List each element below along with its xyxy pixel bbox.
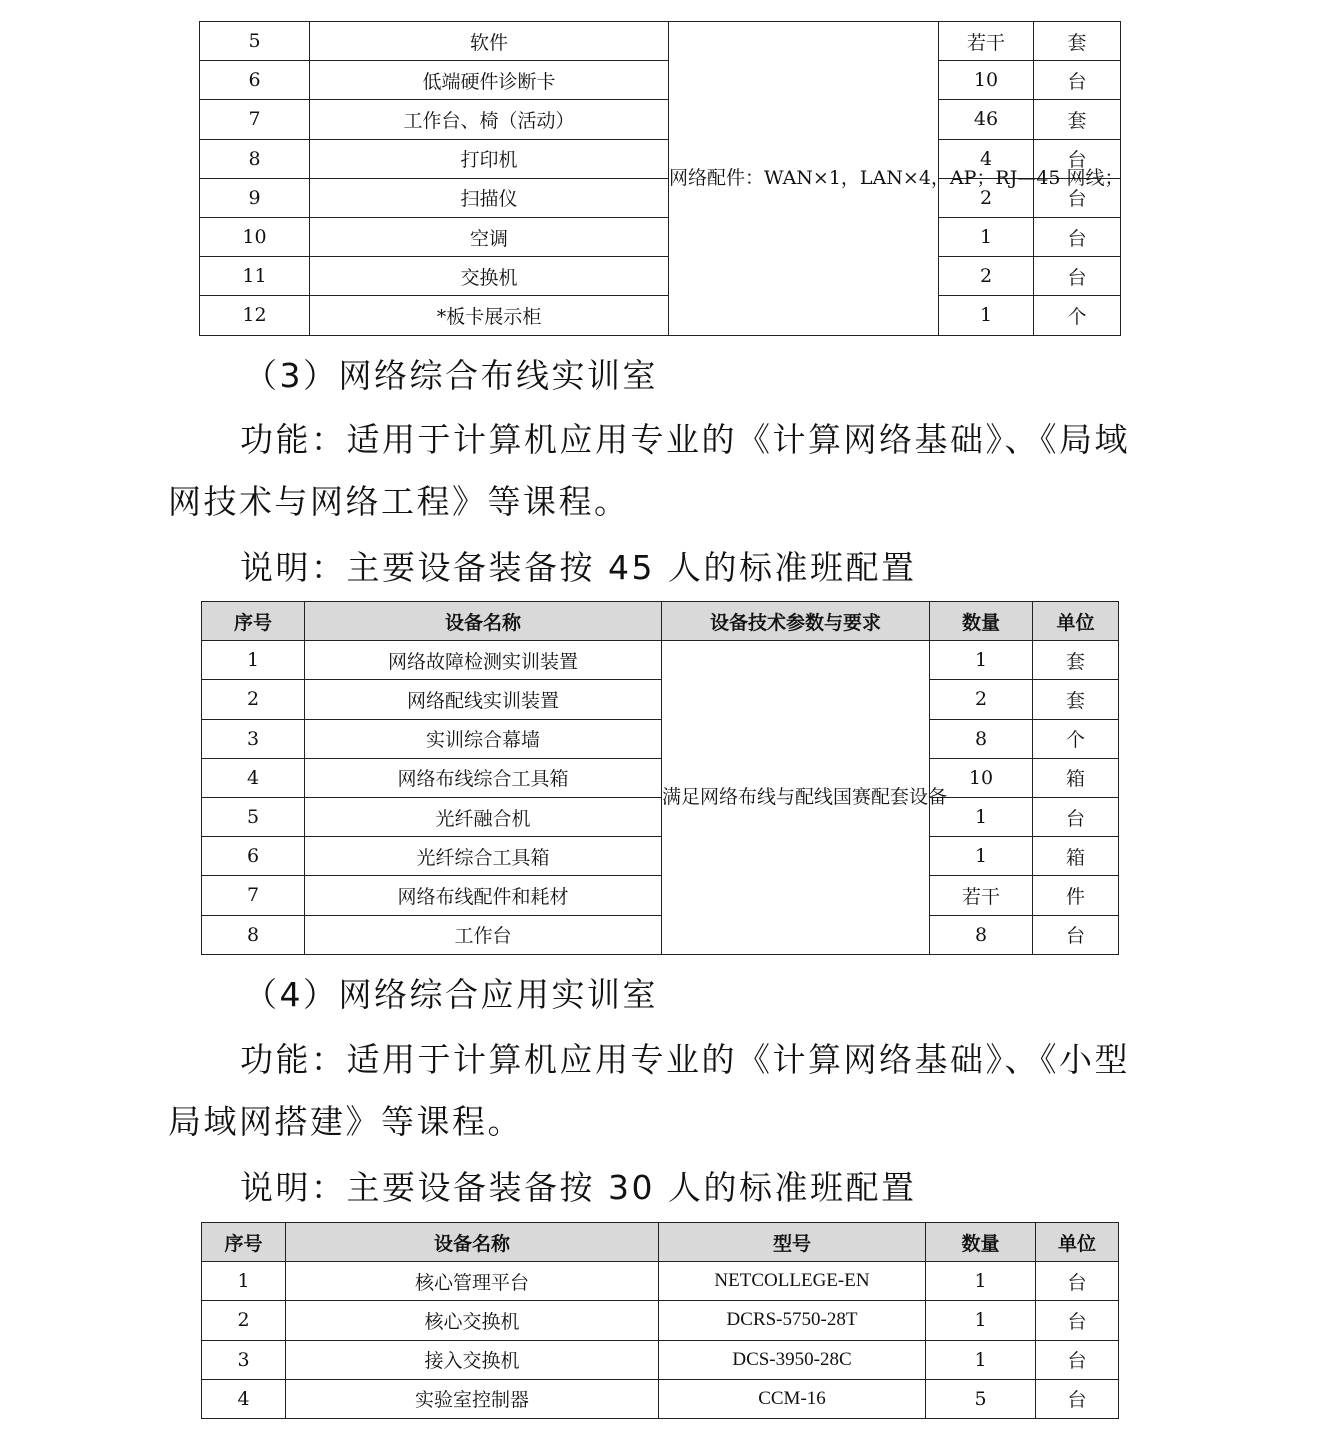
quantity: 1 [926,1340,1036,1379]
unit: 台 [1033,915,1119,954]
model: DCS-3950-28C [659,1340,926,1379]
table-row [200,296,1121,335]
quantity: 1 [930,797,1033,836]
unit: 套 [1033,641,1119,680]
table-row [202,641,1119,680]
quantity: 46 [939,100,1034,139]
device-name: 接入交换机 [286,1340,659,1379]
equipment-table-2 [201,601,1119,955]
quantity: 8 [930,915,1033,954]
quantity: 1 [926,1262,1036,1301]
model: NETCOLLEGE-EN [659,1262,926,1301]
tech-spec-cell: 满足网络布线与配线国赛配套设备 [662,641,930,955]
function-paragraph: 功能：适用于计算机应用专业的《计算网络基础》、《小型局域网搭建》等课程。 [168,1040,1130,1141]
row-number: 12 [200,296,310,335]
row-number: 3 [202,1340,286,1379]
quantity: 10 [939,61,1034,100]
row-number: 4 [202,1379,286,1418]
header-device-name: 设备名称 [305,602,662,641]
table-row [200,61,1121,100]
unit: 台 [1036,1301,1119,1340]
table-row [202,1379,1119,1418]
table-row [202,719,1119,758]
device-name: 实验室控制器 [286,1379,659,1418]
section-heading: （4）网络综合应用实训室 [244,975,658,1014]
quantity: 若干 [930,876,1033,915]
quantity: 1 [926,1301,1036,1340]
header-unit: 单位 [1033,602,1119,641]
table-row [200,100,1121,139]
quantity: 2 [939,257,1034,296]
row-number: 5 [202,797,305,836]
table-row [202,797,1119,836]
quantity: 1 [930,641,1033,680]
note-paragraph: 说明：主要设备装备按 45 人的标准班配置 [240,548,917,587]
header-serial: 序号 [202,602,305,641]
note-paragraph: 说明：主要设备装备按 30 人的标准班配置 [240,1168,917,1207]
device-name: 光纤融合机 [305,797,662,836]
unit: 台 [1034,217,1121,256]
row-number: 10 [200,217,310,256]
table-row [202,758,1119,797]
header-tech-spec: 设备技术参数与要求 [662,602,930,641]
row-number: 7 [202,876,305,915]
quantity: 10 [930,758,1033,797]
device-name: 网络故障检测实训装置 [305,641,662,680]
row-number: 8 [202,915,305,954]
device-name: 交换机 [310,257,669,296]
table-row [202,680,1119,719]
table-row [202,1301,1119,1340]
table-row [202,1340,1119,1379]
quantity: 若干 [939,22,1034,61]
header-model: 型号 [659,1223,926,1262]
unit: 台 [1036,1340,1119,1379]
device-name: 网络布线配件和耗材 [305,876,662,915]
device-name: 扫描仪 [310,178,669,217]
table-row [202,837,1119,876]
unit: 套 [1034,22,1121,61]
quantity: 2 [930,680,1033,719]
unit: 个 [1034,296,1121,335]
unit: 台 [1034,178,1121,217]
table-header-row [202,602,1119,641]
table-row [202,1262,1119,1301]
row-number: 1 [202,641,305,680]
quantity: 4 [939,139,1034,178]
table-header-row [202,1223,1119,1262]
model: DCRS-5750-28T [659,1301,926,1340]
model: CCM-16 [659,1379,926,1418]
unit: 套 [1034,100,1121,139]
table-row [202,915,1119,954]
row-number: 2 [202,1301,286,1340]
quantity: 1 [930,837,1033,876]
table-row [200,257,1121,296]
row-number: 8 [200,139,310,178]
table-row [200,22,1121,61]
device-name: 网络配线实训装置 [305,680,662,719]
header-quantity: 数量 [926,1223,1036,1262]
device-name: 打印机 [310,139,669,178]
device-name: *板卡展示柜 [310,296,669,335]
row-number: 9 [200,178,310,217]
device-name: 工作台、椅（活动） [310,100,669,139]
row-number: 1 [202,1262,286,1301]
unit: 台 [1034,61,1121,100]
row-number: 11 [200,257,310,296]
device-name: 网络布线综合工具箱 [305,758,662,797]
unit: 台 [1033,797,1119,836]
unit: 个 [1033,719,1119,758]
header-unit: 单位 [1036,1223,1119,1262]
unit: 套 [1033,680,1119,719]
device-name: 空调 [310,217,669,256]
unit: 箱 [1033,837,1119,876]
header-quantity: 数量 [930,602,1033,641]
device-name: 核心交换机 [286,1301,659,1340]
device-name: 软件 [310,22,669,61]
row-number: 6 [200,61,310,100]
quantity: 1 [939,217,1034,256]
device-name: 光纤综合工具箱 [305,837,662,876]
row-number: 3 [202,719,305,758]
equipment-table-1 [199,21,1124,336]
device-name: 核心管理平台 [286,1262,659,1301]
function-paragraph: 功能：适用于计算机应用专业的《计算网络基础》、《局域网技术与网络工程》等课程。 [168,420,1130,521]
section-heading: （3）网络综合布线实训室 [244,356,658,395]
device-name: 工作台 [305,915,662,954]
unit: 台 [1036,1262,1119,1301]
table-row [200,217,1121,256]
row-number: 2 [202,680,305,719]
row-number: 6 [202,837,305,876]
device-name: 实训综合幕墙 [305,719,662,758]
row-number: 7 [200,100,310,139]
equipment-table-3 [201,1222,1119,1419]
header-serial: 序号 [202,1223,286,1262]
row-number: 4 [202,758,305,797]
device-name: 低端硬件诊断卡 [310,61,669,100]
quantity: 8 [930,719,1033,758]
table-row [202,876,1119,915]
quantity: 1 [939,296,1034,335]
header-device-name: 设备名称 [286,1223,659,1262]
unit: 件 [1033,876,1119,915]
row-number: 5 [200,22,310,61]
quantity: 5 [926,1379,1036,1418]
unit: 台 [1034,139,1121,178]
quantity: 2 [939,178,1034,217]
unit: 台 [1034,257,1121,296]
unit: 台 [1036,1379,1119,1418]
unit: 箱 [1033,758,1119,797]
tech-spec-cell: 网络配件：WAN×1，LAN×4，AP；RJ—45 网线； [669,22,939,336]
